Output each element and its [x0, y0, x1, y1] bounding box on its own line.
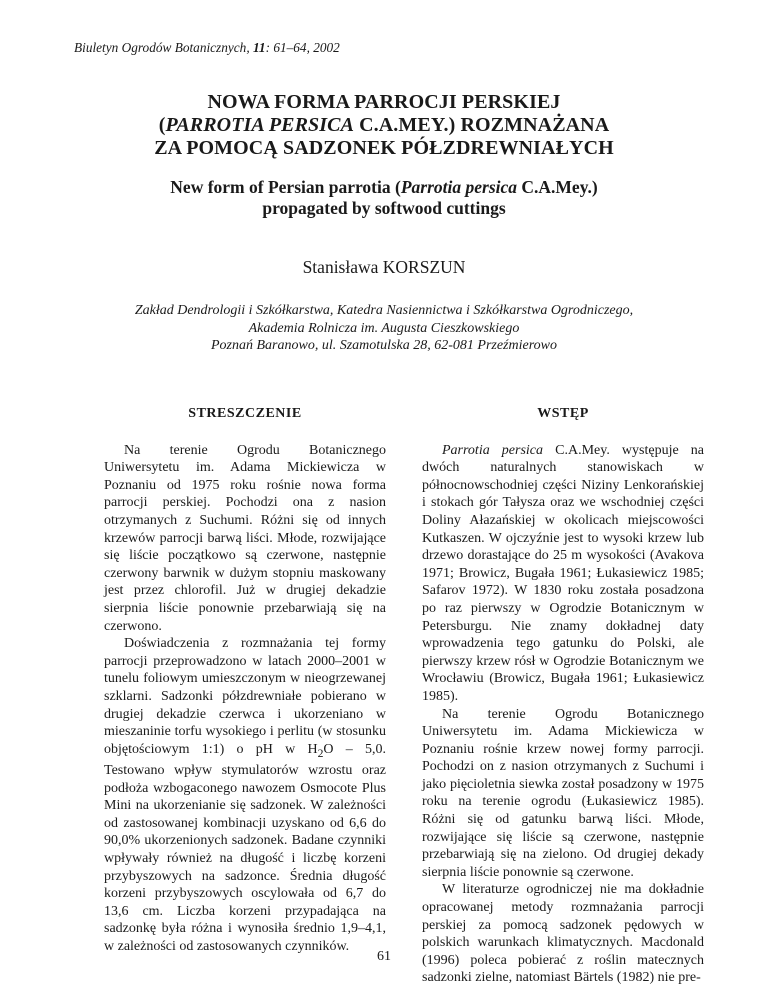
introduction-paragraph-1	[422, 442, 704, 706]
introduction-p1-text: C.A.Mey. występuje na dwóch naturalnych stanowiskach w północnowschodniej części Niziny Lenkorańskiej i stokach gór Tałysza oraz we wschodniej części Doliny Ałazańskiej w okolicach miejscowości Kutkaszen. W ojczyźnie jest to wysoki krzew lub drzewo dorastające do 25 m wysokości (Avakova 1971; Browicz, Bugała 1961; Łukasiewicz 1985; Safarov 1972). W 1830 roku została posadzona po raz pierwszy w Ogrodzie Botanicznym w Petersburgu. Nie znamy dokładnej daty wprowadzenia tego gatunku do Polski, ale pierwszy krzew rósł w Ogrodzie Botanicznym we Wrocławiu (Browicz, Bugała 1961; Łukasiewicz 1985).	[422, 442, 705, 704]
affiliation-line-3: Poznań Baranowo, ul. Szamotulska 28, 62-081 Przeźmierowo	[211, 338, 557, 353]
running-head	[74, 40, 340, 56]
title-english-pre: New form of Persian parrotia (	[170, 177, 401, 197]
title-polish-line-2	[0, 114, 768, 137]
title-polish	[0, 91, 768, 160]
title-polish-species: PARROTIA PERSICA	[165, 114, 355, 136]
title-polish-line-1: NOWA FORMA PARROCJI PERSKIEJ	[207, 91, 561, 113]
abstract-p2-part-1: Doświadczenia z rozmnażania tej formy parrocji przeprowadzono w latach 2000–2001 w tunelu foliowym umieszczonym w nieogrzewanej szklarni. Sadzonki półzdrewniałe pobierano w drugiej dekadzie czerwca i ukorzeniano w mieszaninie torfu wysokiego i perlitu (w stosunku objętościowym 1:1) o pH w H	[104, 636, 386, 757]
introduction-species: Parrotia persica	[442, 442, 544, 458]
author-name: Stanisława KORSZUN	[302, 257, 466, 277]
introduction-heading: WSTĘP	[537, 406, 589, 421]
title-polish-line-2-rest: C.A.MEY.) ROZMNAŻANA	[354, 114, 610, 136]
affiliation-line-1: Zakład Dendrologii i Szkółkarstwa, Katedra Nasiennictwa i Szkółkarstwa Ogrodniczego,	[134, 303, 634, 318]
page-number: 61	[377, 949, 391, 964]
title-english-post: C.A.Mey.)	[517, 177, 598, 197]
abstract-paragraph-1: Na terenie Ogrodu Botanicznego Uniwersytetu im. Adama Mickiewicza w Poznaniu od 1975 roku rośnie nowa forma parrocji perskiej. Pochodzi ona z nasion otrzymanych z Suchumi. Różni się od innych krzewów parrocji barwą liści. Młode, rozwijające się liście początkowo są czerwone, następnie czerwony barwnik w dużym stopniu maskowany jest przez chlorofil. Już w drugiej dekadzie sierpnia liście ponownie przebarwiają się na czerwono.	[104, 442, 386, 634]
affiliation-line-2: Akademia Rolnicza im. Augusta Cieszkowskiego	[248, 320, 520, 336]
journal-name: Biuletyn Ogrodów Botanicznych,	[74, 40, 250, 55]
journal-volume: 11	[253, 40, 266, 55]
introduction-paragraph-3: W literaturze ogrodniczej nie ma dokładnie opracowanej metody rozmnażania parrocji perskiej za pomocą sadzonek pędowych w polskich warunkach klimatycznych. Macdonald (1996) poleca pobierać z roślin matecznych sadzonki zielne, natomiast Bärtels (1982) nie pre-	[422, 882, 704, 986]
affiliation	[0, 302, 768, 355]
journal-pages-year: : 61–64, 2002	[265, 40, 340, 55]
abstract-column	[104, 405, 386, 956]
title-english	[0, 177, 768, 219]
introduction-column	[422, 405, 704, 987]
title-english-line-1	[0, 177, 768, 198]
title-english-species: Parrotia persica	[400, 177, 518, 197]
introduction-paragraph-2: Na terenie Ogrodu Botanicznego Uniwersytetu im. Adama Mickiewicza w Poznaniu rośnie krzew nowej formy parrocji. Pochodzi on z nasion otrzymanych z Suchumi i jako pięcioletnia siewka został posadzony w 1975 roku na terenie ogrodu (Łukasiewicz 1985). Różni się od gatunku barwą liści. Młode, rozwijające się liście są czerwone, następnie przebarwiają się na zielono. Od drugiej dekady sierpnia liście ponownie są czerwone.	[422, 706, 704, 880]
title-english-line-2: propagated by softwood cuttings	[262, 198, 506, 218]
title-polish-line-3: ZA POMOCĄ SADZONEK PÓŁZDREWNIAŁYCH	[154, 137, 614, 159]
abstract-p2-subscript: 2	[317, 746, 324, 760]
abstract-p2-part-2: O – 5,0. Testowano wpływ stymulatorów wzrostu oraz podłoża wzbogaconego nawozem Osmocote Plus Mini na ukorzenianie się sadzonek. W zależności od zastosowanej kombinacji uzyskano od 6,6 do 90,0% ukorzenionych sadzonek. Badane czynniki wpływały również na długość i liczbę korzeni przybyszowych na sadzonce. Średnia długość korzeni przybyszowych oscylowała od 6,7 do 13,6 cm. Liczba korzeni przypadająca na sadzonkę była różna i wynosiła średnio 1,9–4,1, w zależności od zastosowanych czynników.	[104, 741, 386, 955]
title-polish-paren: (	[158, 114, 166, 136]
abstract-heading: STRESZCZENIE	[188, 406, 302, 421]
abstract-paragraph-2	[104, 635, 386, 955]
